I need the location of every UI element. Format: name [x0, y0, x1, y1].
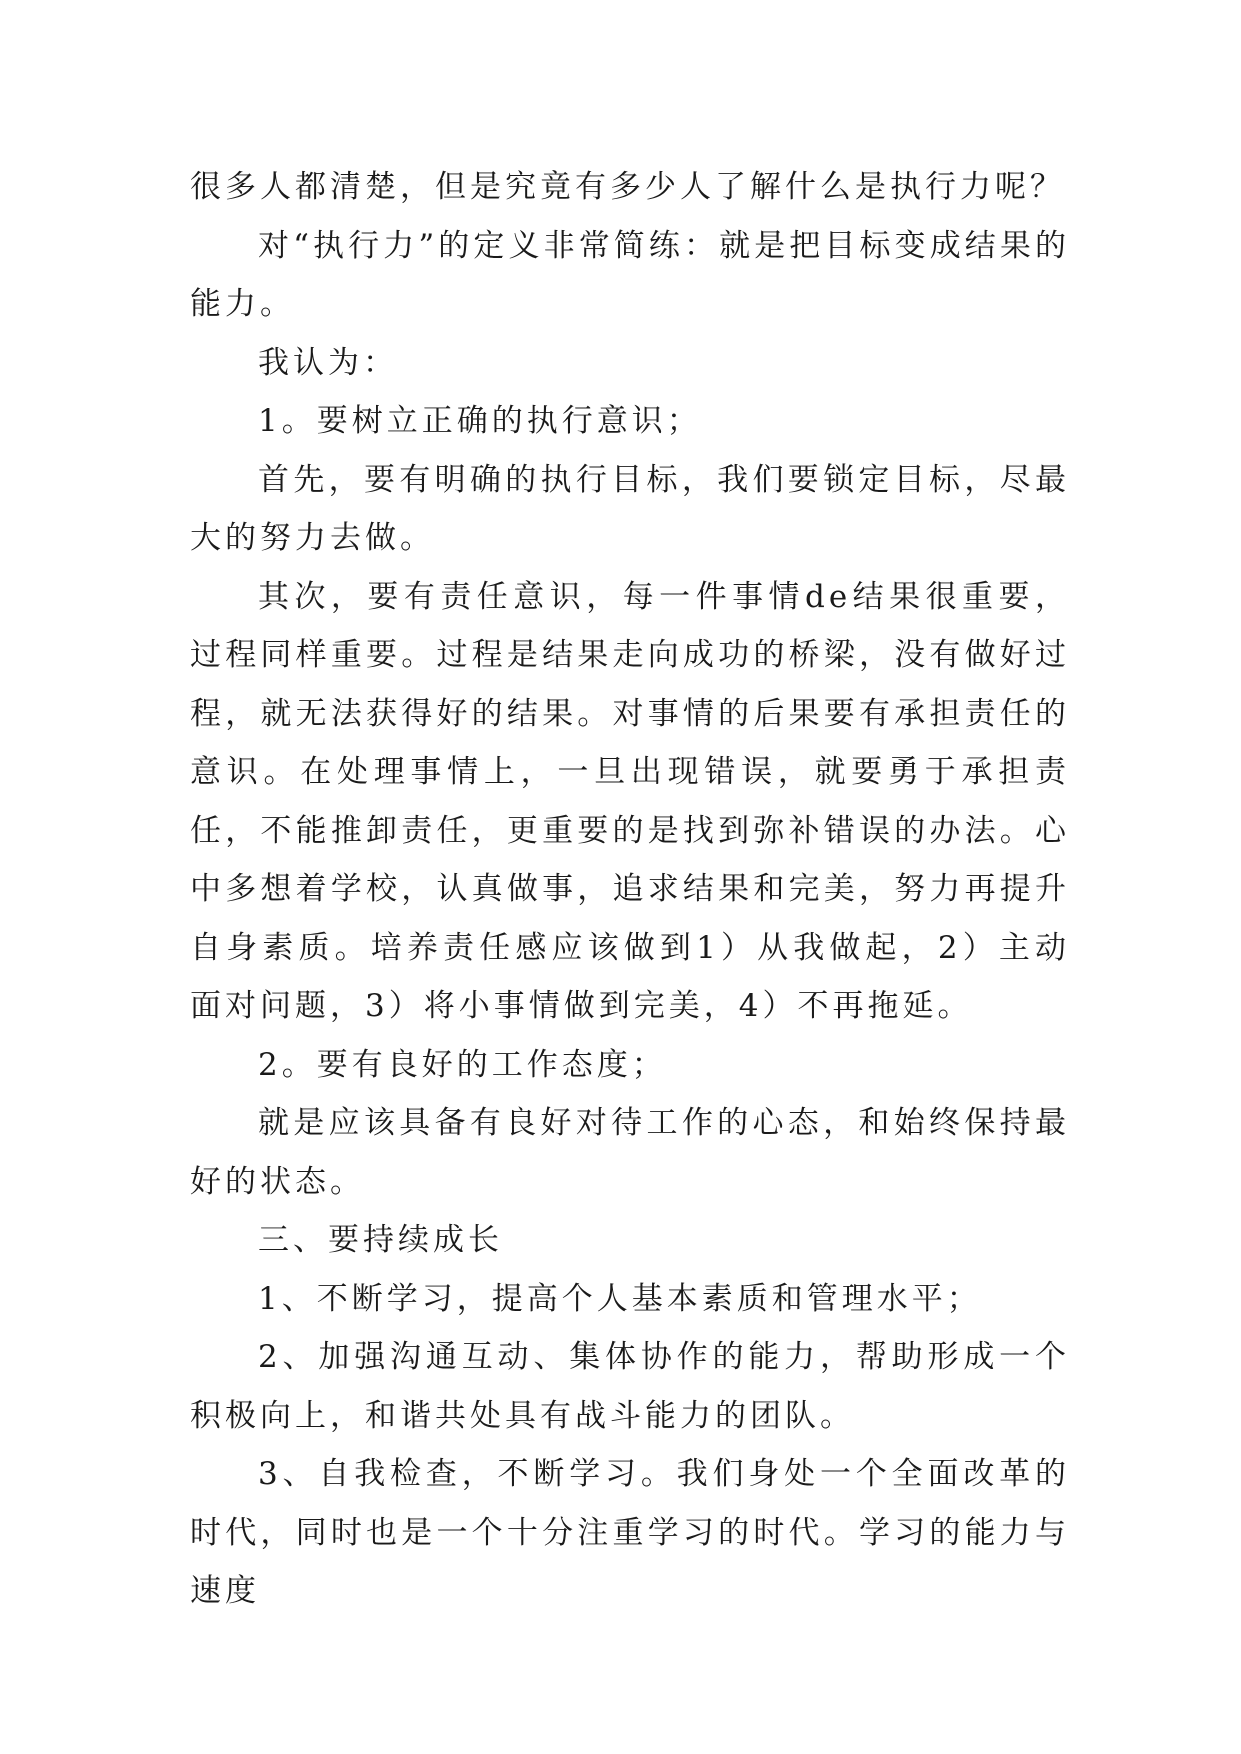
paragraph: 首先，要有明确的执行目标，我们要锁定目标，尽最大的努力去做。: [190, 461, 1070, 556]
paragraph: 对“执行力”的定义非常简练：就是把目标变成结果的能力。: [190, 227, 1070, 322]
paragraph: 就是应该具备有良好对待工作的心态，和始终保持最好的状态。: [190, 1105, 1070, 1200]
paragraph: 三、要持续成长: [258, 1222, 503, 1258]
paragraph: 2、加强沟通互动、集体协作的能力，帮助形成一个积极向上，和谐共处具有战斗能力的团队。: [190, 1339, 1070, 1434]
paragraph: 3、自我检查，不断学习。我们身处一个全面改革的时代，同时也是一个十分注重学习的时代。学习的能力与速度: [190, 1456, 1070, 1609]
paragraph: 我认为：: [258, 344, 398, 381]
paragraph: 1、不断学习，提高个人基本素质和管理水平；: [258, 1280, 982, 1317]
paragraph: 1。要树立正确的执行意识；: [258, 403, 702, 439]
paragraph: 2。要有良好的工作态度；: [258, 1046, 667, 1083]
paragraph: 很多人都清楚，但是究竟有多少人了解什么是执行力呢？: [190, 169, 1065, 205]
document-body: [190, 158, 1070, 1621]
paragraph: 其次，要有责任意识，每一件事情de结果很重要，过程同样重要。过程是结果走向成功的桥梁，没有做好过程，就无法获得好的结果。对事情的后果要有承担责任的意识。在处理事情上，一旦出现错误，就要勇于承担责任，不能推卸责任，更重要的是找到弥补错误的办法。心中多想着学校，认真做事，追求结果和完美，努力再提升自身素质。培养责任感应该做到1）从我做起，2）主动面对问题，3）将小事情做到完美，4）不再拖延。: [190, 578, 1070, 1024]
